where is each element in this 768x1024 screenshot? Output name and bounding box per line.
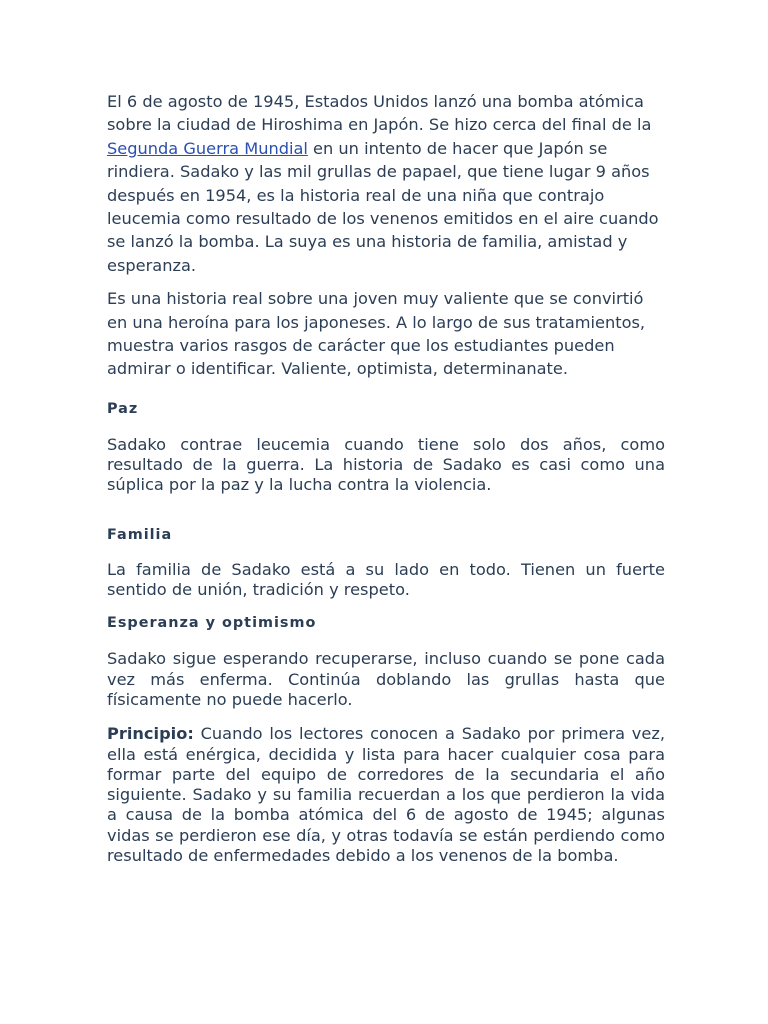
second-paragraph: Es una historia real sobre una joven muy valiente que se convirtió en una heroína para los japoneses. A lo largo de sus tratamientos, muestra varios rasgos de carácter que los estudiantes pueden admirar o identificar. Valiente, optimista, determinanate. [107, 289, 646, 379]
heading-paz: Paz [107, 400, 139, 417]
segunda-guerra-mundial-link[interactable]: Segunda Guerra Mundial [107, 138, 308, 158]
principio-text: Cuando los lectores conocen a Sadako por primera vez, ella está enérgica, decidida y lista para hacer cualquier cosa para formar parte del equipo de corredores de la secundaria el año siguiente. Sadako y su familia recuerdan a los que perdieron la vida a causa de la bomba atómica del 6 de agosto de 1945; algunas vidas se perdieron ese día, y otras todavía se están perdiendo como resultado de enfermedades debido a los venenos de la bomba. [107, 724, 665, 866]
intro-paragraph [107, 90, 665, 277]
intro-text-before-link: El 6 de agosto de 1945, Estados Unidos lanzó una bomba atómica sobre la ciudad de Hiroshima en Japón. Se hizo cerca del final de la [107, 92, 652, 135]
heading-esperanza-optimismo: Esperanza y optimismo [107, 615, 317, 632]
document-page [107, 90, 665, 866]
heading-familia: Familia [107, 526, 173, 543]
principio-paragraph [107, 724, 665, 866]
paz-paragraph: Sadako contrae leucemia cuando tiene solo dos años, como resultado de la guerra. La historia de Sadako es casi como una súplica por la paz y la lucha contra la violencia. [107, 434, 665, 495]
esperanza-paragraph: Sadako sigue esperando recuperarse, incluso cuando se pone cada vez más enferma. Continúa doblando las grullas hasta que físicamente no puede hacerlo. [107, 649, 665, 709]
intro-text-after-link: en un intento de hacer que Japón se rindiera. Sadako y las mil grullas de papael, que tiene lugar 9 años después en 1954, es la historia real de una niña que contrajo leucemia como resultado de los venenos emitidos en el aire cuando se lanzó la bomba. La suya es una historia de familia, amistad y esperanza. [107, 138, 659, 275]
familia-paragraph: La familia de Sadako está a su lado en todo. Tienen un fuerte sentido de unión, tradición y respeto. [107, 559, 665, 600]
principio-label: Principio: [107, 724, 194, 744]
